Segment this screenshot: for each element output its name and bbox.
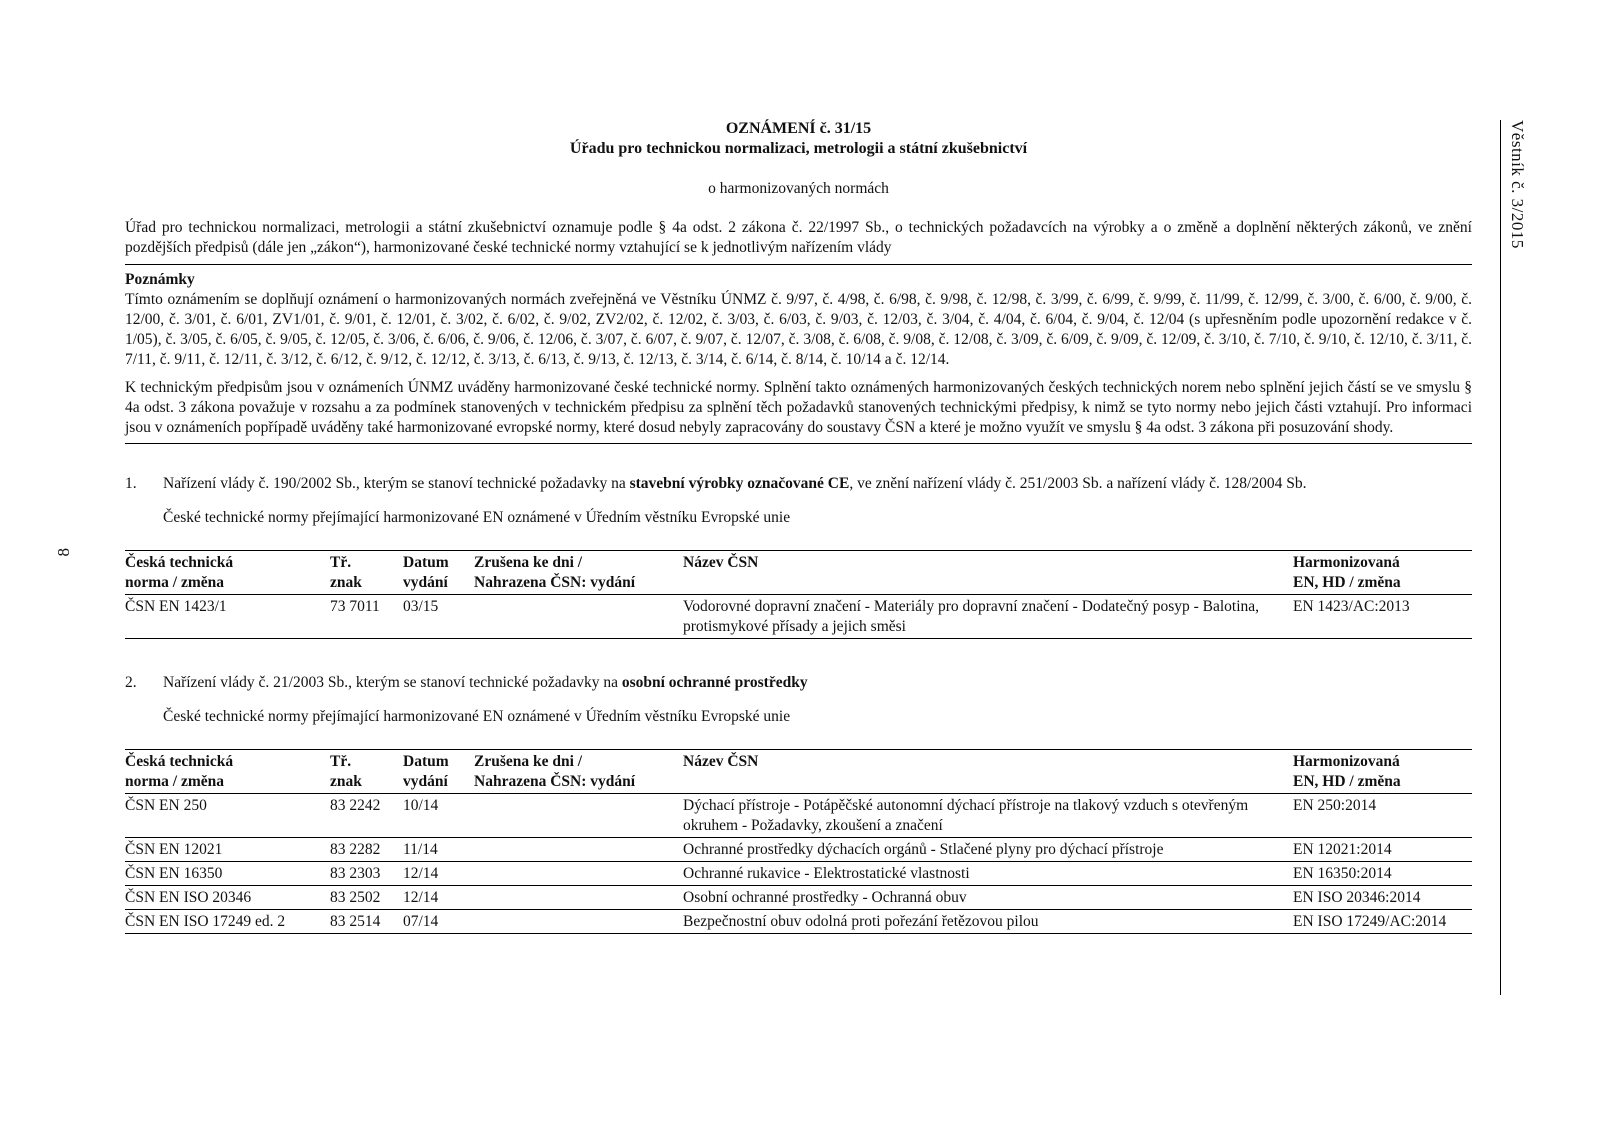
table-header-row	[125, 750, 1472, 794]
section-text-pre: Nařízení vlády č. 190/2002 Sb., kterým se stanoví technické požadavky na	[163, 475, 630, 492]
notice-authority: Úřadu pro technickou normalizaci, metrologii a státní zkušebnictví	[569, 140, 1028, 157]
cell-class: 83 2303	[330, 865, 381, 882]
table-header-row	[125, 551, 1472, 595]
cell-name: Vodorovné dopravní značení - Materiály pro dopravní značení - Dodatečný posyp - Balotina, protismykové přísady a jejich směsi	[683, 598, 1260, 635]
cell-replaced	[474, 862, 683, 886]
table-row	[125, 595, 1472, 639]
col-date: Datum vydání	[403, 753, 449, 790]
cell-class: 83 2242	[330, 797, 381, 814]
cell-replaced	[474, 794, 683, 838]
cell-norm: ČSN EN ISO 20346	[125, 889, 252, 906]
section-text-bold: stavební výrobky označované CE	[629, 475, 850, 492]
cell-date: 12/14	[403, 889, 439, 906]
cell-date: 10/14	[403, 797, 439, 814]
cell-en: EN 1423/AC:2013	[1293, 598, 1410, 615]
journal-margin	[1500, 120, 1531, 995]
col-norm: Česká technická norma / změna	[125, 554, 234, 591]
col-en: Harmonizovaná EN, HD / změna	[1293, 554, 1401, 591]
intro-paragraph: Úřad pro technickou normalizaci, metrologii a státní zkušebnictví oznamuje podle § 4a odst. 2 zákona č. 22/1997 Sb., o technických požadavcích na výrobky a o změně a doplnění některých zákonů, ve znění pozdějších předpisů (dále jen „zákon“), harmonizované české technické normy vztahující se k jednotlivým nařízením vlády	[125, 219, 1472, 256]
cell-en: EN 12021:2014	[1293, 841, 1392, 858]
table-row	[125, 838, 1472, 862]
col-date: Datum vydání	[403, 554, 449, 591]
cell-en: EN ISO 17249/AC:2014	[1293, 913, 1447, 930]
cell-norm: ČSN EN 12021	[125, 841, 223, 858]
cell-norm: ČSN EN 1423/1	[125, 598, 227, 615]
cell-class: 83 2502	[330, 889, 381, 906]
table-row	[125, 794, 1472, 838]
cell-replaced	[474, 595, 683, 639]
cell-replaced	[474, 838, 683, 862]
cell-norm: ČSN EN ISO 17249 ed. 2	[125, 913, 286, 930]
table-row	[125, 910, 1472, 934]
section-number: 1.	[125, 475, 137, 492]
cell-norm: ČSN EN 16350	[125, 865, 223, 882]
cell-en: EN 250:2014	[1293, 797, 1377, 814]
cell-en: EN ISO 20346:2014	[1293, 889, 1421, 906]
cell-replaced	[474, 910, 683, 934]
table-row	[125, 886, 1472, 910]
col-class: Tř. znak	[330, 753, 362, 790]
notice-title: OZNÁMENÍ č. 31/15	[725, 120, 872, 137]
cell-date: 03/15	[403, 598, 439, 615]
notice-subject: o harmonizovaných normách	[708, 180, 889, 197]
page-number: 8	[54, 548, 73, 557]
standards-table-2	[125, 749, 1472, 934]
cell-name: Ochranné rukavice - Elektrostatické vlastnosti	[683, 865, 970, 882]
notes-block	[125, 264, 1472, 370]
cell-name: Bezpečnostní obuv odolná proti pořezání řetězovou pilou	[683, 913, 1039, 930]
cell-date: 12/14	[403, 865, 439, 882]
section-number: 2.	[125, 674, 137, 691]
section-text-post: , ve znění nařízení vlády č. 251/2003 Sb. a nařízení vlády č. 128/2004 Sb.	[849, 475, 1307, 492]
cell-en: EN 16350:2014	[1293, 865, 1392, 882]
col-name: Název ČSN	[683, 554, 759, 571]
journal-issue-label: Věstník č. 3/2015	[1508, 120, 1527, 249]
cell-replaced	[474, 886, 683, 910]
cell-norm: ČSN EN 250	[125, 797, 207, 814]
col-replaced: Zrušena ke dni / Nahrazena ČSN: vydání	[474, 554, 636, 591]
cell-name: Dýchací přístroje - Potápěčské autonomní dýchací přístroje na tlakový vzduch s otevřeným okruhem - Požadavky, zkoušení a značení	[683, 797, 1249, 834]
notes-paragraph-2: K technickým předpisům jsou v oznámeních ÚNMZ uváděny harmonizované české technické normy. Splnění takto oznámených harmonizovaných českých technických norem nebo splnění jejich částí se ve smyslu § 4a odst. 3 zákona považuje v rozsahu a za podmínek stanovených v technickém předpisu za splnění těch požadavků stanovených technickými předpisy, k nimž se tyto normy nebo jejich části vztahují. Pro informaci jsou v oznámeních popřípadě uváděny také harmonizované evropské normy, které dosud nebyly zapracovány do soustavy ČSN a které je možno využít ve smyslu § 4a odst. 3 zákona při posuzování shody.	[125, 378, 1472, 444]
col-en: Harmonizovaná EN, HD / změna	[1293, 753, 1401, 790]
col-class: Tř. znak	[330, 554, 362, 591]
section-1-subtitle: České technické normy přejímající harmonizované EN oznámené v Úředním věstníku Evropské unie	[163, 509, 791, 526]
section-2-heading	[125, 673, 1472, 693]
table-row	[125, 862, 1472, 886]
section-text	[163, 474, 1472, 494]
cell-name: Osobní ochranné prostředky - Ochranná obuv	[683, 889, 967, 906]
standards-table-1	[125, 550, 1472, 639]
cell-date: 11/14	[403, 841, 438, 858]
col-name: Název ČSN	[683, 753, 759, 770]
notes-text: Tímto oznámením se doplňují oznámení o harmonizovaných normách zveřejněná ve Věstníku ÚNMZ č. 9/97, č. 4/98, č. 6/98, č. 9/98, č. 12/98, č. 3/99, č. 6/99, č. 9/99, č. 11/99, č. 12/99, č. 3/00, č. 6/00, č. 9/00, č. 12/00, č. 3/01, č. 6/01, ZV1/01, č. 9/01, č. 12/01, č. 3/02, č. 6/02, č. 9/02, ZV2/02, č. 12/02, č. 3/03, č. 6/03, č. 9/03, č. 12/03, č. 3/04, č. 4/04, č. 6/04, č. 9/04, č. 12/04 (s upřesněním podle upozornění redakce v č. 1/05), č. 3/05, č. 6/05, č. 9/05, č. 12/05, č. 3/06, č. 6/06, č. 9/06, č. 12/06, č. 3/07, č. 6/07, č. 9/07, č. 12/07, č. 3/08, č. 6/08, č. 9/08, č. 12/08, č. 3/09, č. 6/09, č. 9/09, č. 12/09, č. 3/10, č. 7/10, č. 9/10, č. 12/10, č. 3/11, č. 7/11, č. 9/11, č. 12/11, č. 3/12, č. 6/12, č. 9/12, č. 12/12, č. 3/13, č. 6/13, č. 9/13, č. 12/13, č. 3/14, č. 6/14, č. 8/14, č. 10/14 a č. 12/14.	[125, 291, 1472, 368]
cell-class: 83 2282	[330, 841, 381, 858]
cell-name: Ochranné prostředky dýchacích orgánů - Stlačené plyny pro dýchací přístroje	[683, 841, 1164, 858]
cell-class: 73 7011	[330, 598, 380, 615]
document-body	[125, 119, 1472, 934]
section-text-pre: Nařízení vlády č. 21/2003 Sb., kterým se stanoví technické požadavky na	[163, 674, 622, 691]
cell-class: 83 2514	[330, 913, 381, 930]
section-1-heading	[125, 474, 1472, 494]
col-norm: Česká technická norma / změna	[125, 753, 234, 790]
section-text-bold: osobní ochranné prostředky	[621, 674, 808, 691]
col-replaced: Zrušena ke dni / Nahrazena ČSN: vydání	[474, 753, 636, 790]
section-text	[163, 673, 1472, 693]
notes-title: Poznámky	[125, 271, 195, 288]
section-2-subtitle: České technické normy přejímající harmonizované EN oznámené v Úředním věstníku Evropské unie	[163, 708, 791, 725]
cell-date: 07/14	[403, 913, 439, 930]
